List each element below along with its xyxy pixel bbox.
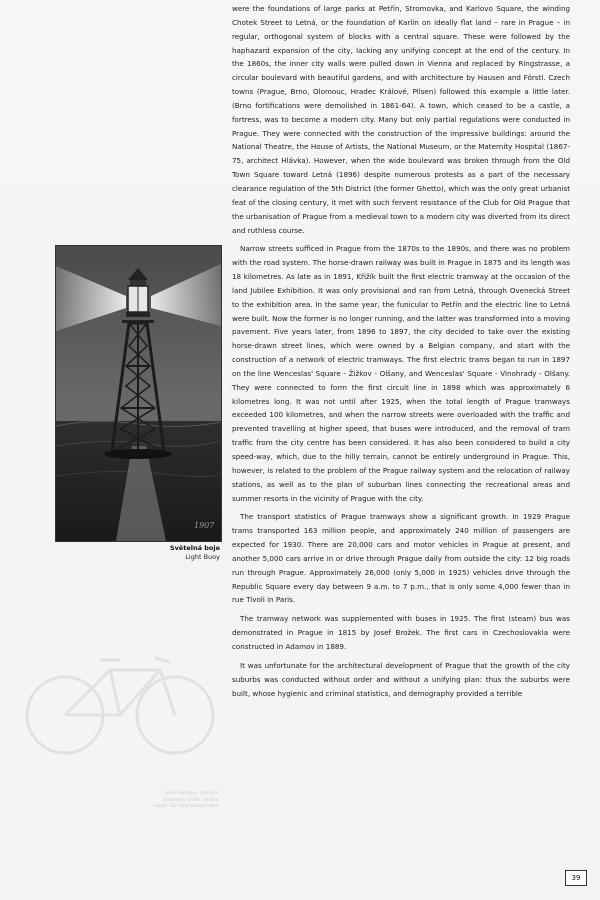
paragraph: The tramway network was supplemented with buses in 1925. The first (steam) bus was demonstrated in Prague in 1815 by Josef Brožek. The first cars in Czechoslovakia were constructed in Adamov in 1889.: [232, 614, 570, 651]
showthrough-caption: lore a legendou. ničeho a pražskému umění. nejvíce kolem. zač. do pražských okolí: [154, 790, 218, 808]
bicycle-showthrough-image: [20, 640, 220, 760]
light-buoy-drawing: [56, 246, 221, 541]
paragraph: The transport statistics of Prague tramways show a significant growth. In 1929 Prague trams transported 163 million people, and approximately 240 million of passengers are expected for 1930. There are 20,000 cars and motor vehicles in Prague at present, and another 5,000 cars arrive in or drive through Prague daily from outside the city: 12 big roads run through Prague. Approximately 26,000 (only 5,000 in 1925) vehicles drive through the Republic Square every day between 9 a.m. to 7 p.m., that is only some 4,000 fewer than in rue Tivoli in Paris.: [232, 512, 570, 605]
artist-signature: 1907: [194, 521, 215, 530]
paragraph: It was unfortunate for the architectural development of Prague that the growth of the city suburbs was conducted without order and without a unifying plan: thus the suburbs were built, whose hygienic and criminal statistics, and demography provided a terrible: [232, 660, 570, 698]
page-number: 39: [565, 870, 587, 886]
caption-english: Light Buoy: [185, 553, 220, 561]
body-text: [232, 2, 570, 700]
figure-caption: [100, 544, 220, 562]
paragraph: Narrow streets sufficed in Prague from the 1870s to the 1890s, and there was no problem with the road system. The horse-drawn railway was built in Prague in 1875 and its length was 18 kilometres. As late as in 1891, Křižík built the first electric tramway at the occasion of the land Jubilee Exhibition. It was only provisional and ran from Letná, through Ovenecká Street to the exhibition area. In the same year, the funicular to Petřín and the electric line to Letná were built. Now the former is no longer running, and the latter was transformed into a moving pavement. Five years later, from 1896 to 1897, the city decided to take over the existing horse-drawn street lines, which were owned by a Belgian company, and start with the construction of a network of electric tramways. The first electric trams began to run in 1897 on the line Wenceslas' Square - Žižkov - Olšany, and Wenceslas' Square - Vinohrady - Olšany. They were connected to form the first circuit line in 1898 which was approximately 6 kilometres long. It was not until after 1925, when the total length of Prague tramways exceeded 100 kilometres, and when the narrow streets were overloaded with the traffic and prevented travelling at higher speed, that buses were introduced, and the removal of tram traffic from the city centre has been considered. It has also been considered to build a city speed-way, which, due to the hilly terrain, cannot be entirely underground in Prague. This, however, is related to the problem of the Prague railway system and the relocation of railway stations, as well as to the plan of suburban lines connecting the recreational areas and summer resorts in the vicinity of Prague with the city.: [232, 244, 570, 503]
paragraph: were the foundations of large parks at Petřín, Stromovka, and Karlovo Square, the winding Chotek Street to Letná, or the foundation of Karlín on ideally flat land – rare in Prague – in regular, orthogonal system of blocks with a central square. These were followed by the haphazard expansion of the city, lacking any unifying concept at the end of the century. In the 1860s, the inner city walls were pulled down in Vienna and replaced by Ringstrasse, a circular boulevard with beautiful gardens, and with architecture by Hausen and Förstl. Czech towns (Prague, Brno, Olomouc, Hradec Králové, Pilsen) followed this example a little later. (Brno fortifications were demolished in 1861-64). A town, which ceased to be a castle, a fortress, was to become a modern city. Many but only partial regulations were conducted in Prague. They were connected with the construction of the impressive buildings: around the National Theatre, the House of Artists, the National Museum, or the Maternity Hospital (1867-75, architect Hlávka). However, when the wide boulevard was broken through from the Old Town Square toward Letná (1896) despite numerous protests as a part of the necessary clearance regulation of the 5th District (the former Ghetto), which was the only great urbanist feat of the closing century, it met with such fervent resistance of the Club for Old Prague that the urbanisation of Prague from a medieval town to a modern city was diverted from its direct and ruthless course.: [232, 4, 570, 235]
light-buoy-illustration: [55, 245, 222, 542]
caption-czech: Světelná boje: [169, 544, 220, 552]
